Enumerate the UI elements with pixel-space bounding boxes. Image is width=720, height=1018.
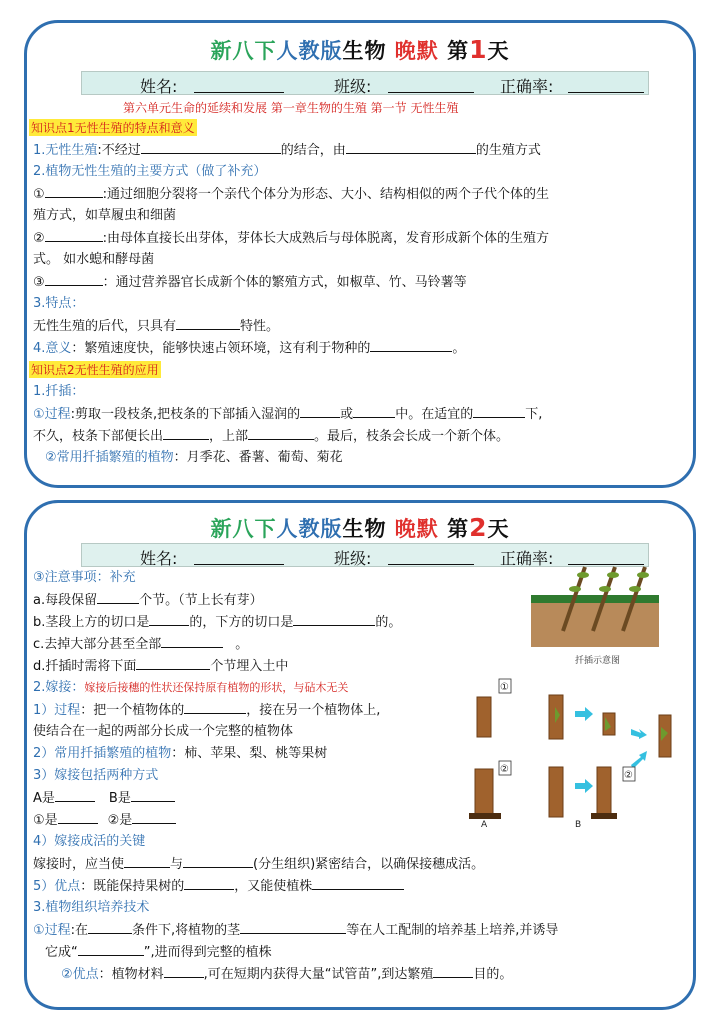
name-label: 姓名:: [140, 549, 178, 568]
item-note-a: a.每段保留 个节。（节上长有芽）: [33, 593, 263, 608]
blank[interactable]: [124, 855, 170, 868]
item-grafting-types-12: ①是 ②是: [33, 811, 687, 830]
item-grafting-key: 嫁接时，应当使 与 (分生组织)紧密结合，以确保接穗成活。: [33, 857, 485, 872]
item-grafting-advantage: 5）优点：既能保持果树的 ，又能使植株: [33, 877, 687, 896]
blank[interactable]: [163, 427, 209, 440]
blank[interactable]: [132, 811, 176, 824]
knowledge-point-1: 知识点1无性生殖的特点和意义: [31, 121, 195, 135]
blank[interactable]: [346, 141, 476, 154]
cutting-diagram-figure: [527, 561, 663, 669]
grass-layer: [531, 595, 659, 603]
figure-label-a: A: [481, 820, 488, 829]
accuracy-label: 正确率:: [500, 549, 554, 568]
item-budding: ② :由母体直接长出芽体，芽体长大成熟后与母体脱离，发育形成新个体的生殖方: [33, 231, 550, 246]
item-fission-cont: 殖方式，如草履虫和细菌: [33, 208, 177, 223]
chapter-heading: 第六单元生命的延续和发展 第一章生物的生殖 第一节 无性生殖: [123, 101, 459, 115]
blank[interactable]: [293, 613, 375, 626]
name-blank[interactable]: [194, 92, 284, 93]
student-info-bar: [81, 71, 649, 95]
blank[interactable]: [164, 965, 204, 978]
figure-label-b: B: [575, 820, 582, 829]
blank[interactable]: [473, 405, 525, 418]
item-grafting-process: 1）过程：把一个植物体的 ，接在另一个植物体上,: [33, 703, 381, 718]
blank[interactable]: [433, 965, 473, 978]
soil-mound-a: [469, 813, 501, 819]
item-vegetative: ③ ：通过营养器官长成新个体的繁殖方式，如椒草、竹、马铃薯等: [33, 275, 467, 290]
item-tissue-culture-process: ①过程:在 条件下,将植物的茎 等在人工配制的培养基上培养,并诱导: [33, 923, 559, 938]
item-note-b: b.茎段上方的切口是 的，下方的切口是 的。: [33, 615, 402, 630]
blank[interactable]: [370, 339, 452, 352]
blank[interactable]: [131, 789, 175, 802]
card1-title: 新八下人教版生物 晚默 第1天: [210, 35, 510, 64]
item-grafting-head: 2.嫁接：嫁接后接穗的性状还保持原有植物的形状，与砧木无关: [33, 680, 349, 695]
item-budding-cont: 式。 如水螅和酵母菌: [33, 252, 155, 267]
item-tissue-culture-process-cont: 它成“ ”,进而得到完整的植株: [45, 945, 272, 960]
item-notes-head: ③注意事项：补充: [33, 570, 136, 585]
blank[interactable]: [248, 427, 314, 440]
card2-title: 新八下人教版生物 晚默 第2天: [210, 513, 510, 542]
blank[interactable]: [353, 405, 395, 418]
item-features: 无性生殖的后代，只具有 特性。: [33, 319, 280, 334]
figure-label-1: ①: [500, 682, 509, 693]
figure-label-2b: ②: [624, 770, 633, 781]
cutting-diagram-caption: 扦插示意图: [575, 656, 621, 666]
blank[interactable]: [58, 811, 98, 824]
blank[interactable]: [183, 855, 253, 868]
item-note-c: c.去掉大部分甚至全部 。: [33, 637, 249, 652]
blank[interactable]: [97, 591, 139, 604]
accuracy-label: 正确率:: [500, 77, 554, 96]
grafting-diagram-figure: [463, 671, 693, 829]
blank[interactable]: [55, 789, 95, 802]
item-note-d: d.扦插时需将下面 个节埋入土中: [33, 659, 289, 674]
item-cutting-head: 1.扦插：: [33, 384, 85, 399]
blank[interactable]: [184, 877, 234, 890]
blank[interactable]: [45, 229, 103, 242]
blank[interactable]: [45, 273, 103, 286]
item-grafting-types-head: 3）嫁接包括两种方式: [33, 768, 159, 783]
class-blank[interactable]: [388, 92, 474, 93]
item-fission: ① :通过细胞分裂将一个亲代个体分为形态、大小、结构相似的两个子代个体的生: [33, 187, 550, 202]
blank[interactable]: [78, 943, 144, 956]
blank[interactable]: [45, 185, 103, 198]
blank[interactable]: [184, 701, 246, 714]
name-blank[interactable]: [194, 564, 284, 565]
item-tissue-culture-head: 3.植物组织培养技术: [33, 900, 150, 915]
item-plant-asexual-methods: 2.植物无性生殖的主要方式（做了补充）: [33, 164, 267, 179]
knowledge-point-2: 知识点2无性生殖的应用: [31, 363, 159, 377]
item-grafting-plants: 2）常用扦插繁殖的植物：柿、苹果、梨、桃等果树: [33, 746, 328, 761]
soil-mound-b: [591, 813, 617, 819]
item-grafting-key-head: 4）嫁接成活的关键: [33, 834, 146, 849]
worksheet-day-2: [24, 500, 696, 1010]
class-label: 班级:: [334, 549, 372, 568]
item-grafting-types-ab: A是 B是: [33, 789, 687, 808]
blank[interactable]: [136, 657, 210, 670]
item-cutting-plants: ②常用扦插繁殖的植物：月季花、番薯、葡萄、菊花: [45, 450, 343, 465]
name-label: 姓名:: [140, 77, 178, 96]
item-cutting-process: ①过程:剪取一段枝条,把枝条的下部插入湿润的 或 中。在适宜的 下,: [33, 407, 543, 422]
item-asexual-definition: 1.无性生殖:不经过 的结合，由 的生殖方式: [33, 143, 541, 158]
blank[interactable]: [149, 613, 189, 626]
worksheet-day-1: [24, 20, 696, 488]
blank[interactable]: [240, 921, 346, 934]
item-features-head: 3.特点：: [33, 296, 85, 311]
item-significance: 4.意义：繁殖速度快，能够快速占领环境，这有利于物种的 。: [33, 341, 466, 356]
blank[interactable]: [161, 635, 223, 648]
item-tissue-culture-advantage: ②优点：植物材料 ,可在短期内获得大量“试管苗”,到达繁殖 目的。: [61, 967, 513, 982]
figure-label-2: ②: [500, 764, 509, 775]
blank[interactable]: [88, 921, 132, 934]
blank[interactable]: [176, 317, 240, 330]
blank[interactable]: [141, 141, 281, 154]
accuracy-blank[interactable]: [568, 92, 644, 93]
class-label: 班级:: [334, 77, 372, 96]
blank[interactable]: [312, 877, 404, 890]
item-grafting-process-cont: 使结合在一起的两部分长成一个完整的植物体: [33, 724, 294, 739]
item-cutting-process-cont: 不久，枝条下部便长出 ，上部 。最后，枝条会长成一个新个体。: [33, 429, 510, 444]
class-blank[interactable]: [388, 564, 474, 565]
blank[interactable]: [300, 405, 340, 418]
